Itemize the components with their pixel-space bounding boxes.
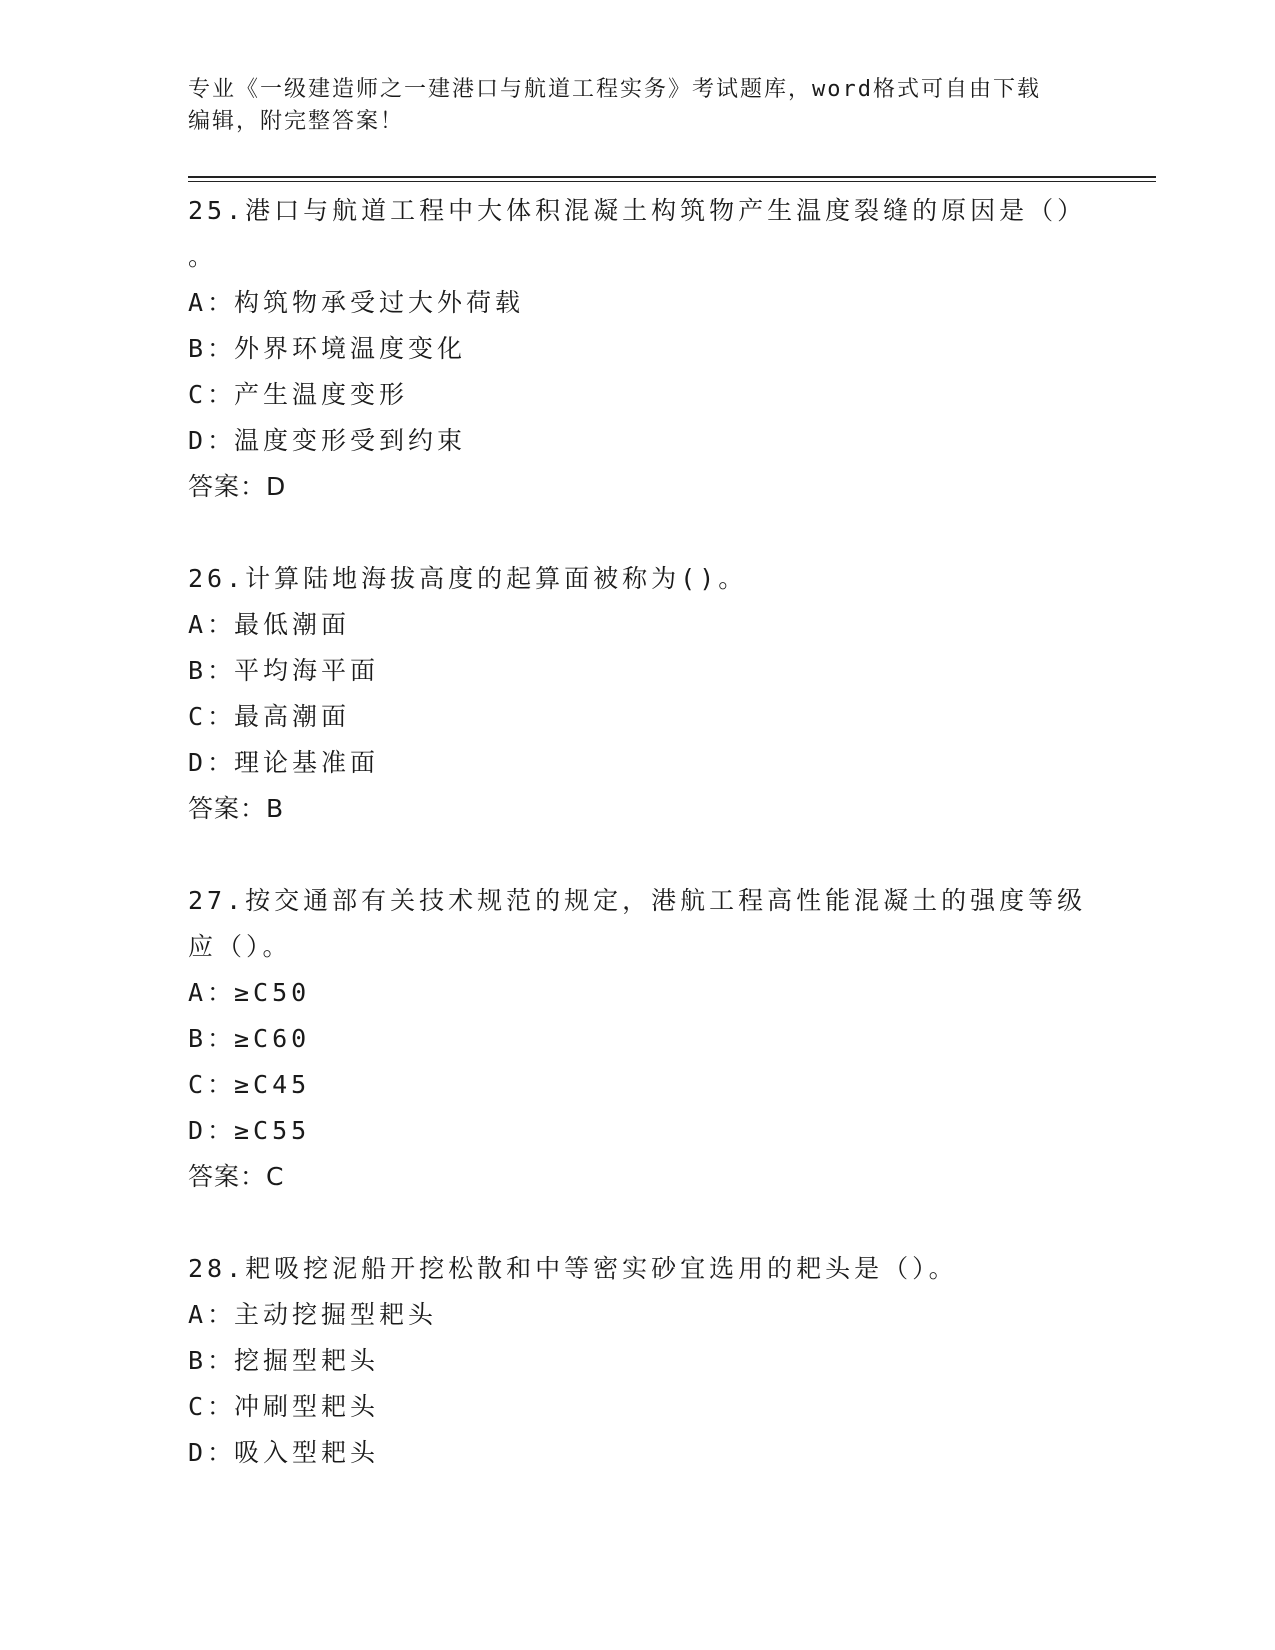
document-page bbox=[188, 74, 1156, 1476]
question-spacer bbox=[188, 1200, 1156, 1246]
option-key: B： bbox=[188, 1346, 237, 1375]
option-key: D： bbox=[188, 1116, 237, 1145]
answer-line: 答案：C bbox=[188, 1162, 285, 1191]
question-text: 28.耙吸挖泥船开挖松散和中等密实砂宜选用的耙头是（）。 bbox=[188, 1254, 958, 1283]
option-b bbox=[188, 1338, 1156, 1384]
option-key: A： bbox=[188, 288, 237, 317]
option-text: 吸入型耙头 bbox=[234, 1438, 380, 1467]
question-27 bbox=[188, 878, 1156, 1200]
option-b bbox=[188, 1016, 1156, 1062]
option-a bbox=[188, 602, 1156, 648]
question-spacer bbox=[188, 510, 1156, 556]
option-c bbox=[188, 372, 1156, 418]
option-text: 最高潮面 bbox=[234, 702, 351, 731]
option-key: D： bbox=[188, 1438, 237, 1467]
option-key: B： bbox=[188, 1024, 237, 1053]
option-text: 温度变形受到约束 bbox=[234, 426, 467, 455]
header-divider bbox=[188, 176, 1156, 182]
option-text: 平均海平面 bbox=[234, 656, 380, 685]
question-25 bbox=[188, 188, 1156, 510]
option-text: ≥C50 bbox=[234, 978, 311, 1007]
option-key: D： bbox=[188, 426, 237, 455]
option-key: D： bbox=[188, 748, 237, 777]
option-c bbox=[188, 694, 1156, 740]
question-28 bbox=[188, 1246, 1156, 1476]
option-key: B： bbox=[188, 334, 237, 363]
option-text: 主动挖掘型耙头 bbox=[234, 1300, 438, 1329]
question-26 bbox=[188, 556, 1156, 832]
option-key: A： bbox=[188, 978, 237, 1007]
option-text: ≥C60 bbox=[234, 1024, 311, 1053]
option-text: 构筑物承受过大外荷载 bbox=[234, 288, 525, 317]
answer-line: 答案：D bbox=[188, 472, 287, 501]
option-text: 最低潮面 bbox=[234, 610, 351, 639]
option-key: C： bbox=[188, 1070, 237, 1099]
option-text: ≥C45 bbox=[234, 1070, 311, 1099]
header-line-1: 专业《一级建造师之一建港口与航道工程实务》考试题库，word格式可自由下载 bbox=[188, 77, 1041, 102]
option-key: A： bbox=[188, 610, 237, 639]
option-b bbox=[188, 326, 1156, 372]
option-a bbox=[188, 1292, 1156, 1338]
option-c bbox=[188, 1062, 1156, 1108]
option-text: ≥C55 bbox=[234, 1116, 311, 1145]
option-d bbox=[188, 1108, 1156, 1154]
option-key: C： bbox=[188, 702, 237, 731]
question-text: 25.港口与航道工程中大体积混凝土构筑物产生温度裂缝的原因是（） bbox=[188, 196, 1087, 225]
option-text: 产生温度变形 bbox=[234, 380, 409, 409]
question-text: 27.按交通部有关技术规范的规定，港航工程高性能混凝土的强度等级 bbox=[188, 886, 1087, 915]
option-d bbox=[188, 740, 1156, 786]
option-d bbox=[188, 418, 1156, 464]
question-text-continued: 。 bbox=[188, 242, 218, 271]
answer-line: 答案：B bbox=[188, 794, 285, 823]
option-key: B： bbox=[188, 656, 237, 685]
option-a bbox=[188, 280, 1156, 326]
option-key: A： bbox=[188, 1300, 237, 1329]
option-key: C： bbox=[188, 380, 237, 409]
option-text: 理论基准面 bbox=[234, 748, 380, 777]
option-text: 挖掘型耙头 bbox=[234, 1346, 380, 1375]
question-text: 26.计算陆地海拔高度的起算面被称为()。 bbox=[188, 564, 748, 593]
option-b bbox=[188, 648, 1156, 694]
option-text: 外界环境温度变化 bbox=[234, 334, 467, 363]
option-key: C： bbox=[188, 1392, 237, 1421]
option-d bbox=[188, 1430, 1156, 1476]
option-text: 冲刷型耙头 bbox=[234, 1392, 380, 1421]
option-c bbox=[188, 1384, 1156, 1430]
question-text-continued: 应（）。 bbox=[188, 932, 292, 961]
question-spacer bbox=[188, 832, 1156, 878]
option-a bbox=[188, 970, 1156, 1016]
header-line-2: 编辑，附完整答案！ bbox=[188, 109, 405, 134]
